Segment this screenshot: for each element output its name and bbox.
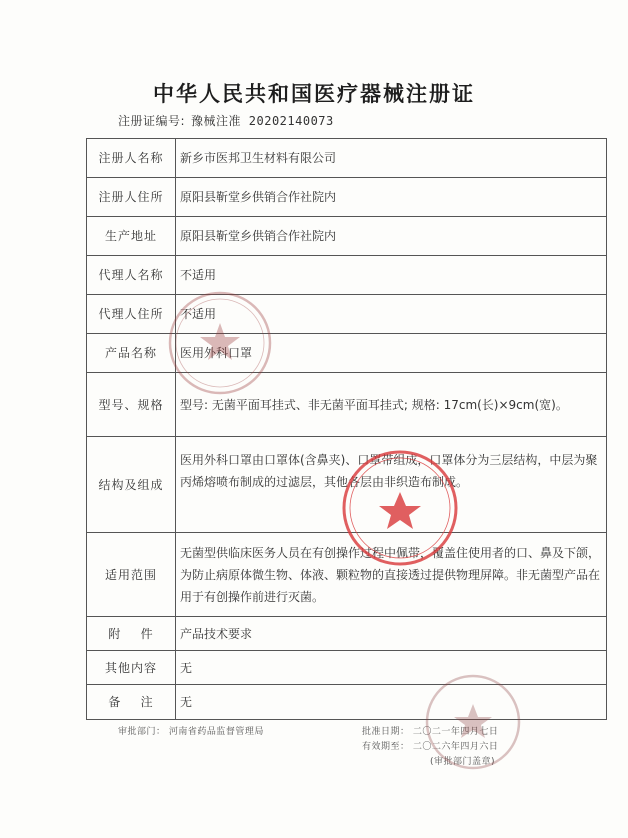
row-value: 原阳县靳堂乡供销合作社院内: [176, 217, 607, 256]
table-row: [87, 256, 607, 295]
certificate-table: [86, 138, 607, 720]
row-label: 注册人名称: [87, 139, 176, 178]
row-label: 产品名称: [87, 334, 176, 373]
table-row: [87, 334, 607, 373]
valid-until-date: 有效期至： 二〇二六年四月六日: [362, 742, 499, 752]
row-value: 不适用: [176, 295, 607, 334]
row-label: 附 件: [87, 617, 176, 651]
registration-number-label: 注册证编号:: [118, 114, 186, 128]
approval-date: 批准日期： 二〇二一年四月七日: [362, 727, 499, 737]
row-label: 型号、规格: [87, 373, 176, 437]
approval-department: 审批部门： 河南省药品监督管理局: [118, 727, 264, 737]
registration-number-value: 豫械注准 20202140073: [191, 114, 334, 128]
row-label: 注册人住所: [87, 178, 176, 217]
table-row: [87, 437, 607, 533]
registration-number: [118, 112, 334, 129]
row-label: 代理人名称: [87, 256, 176, 295]
row-label: 结构及组成: [87, 437, 176, 533]
row-value: 原阳县靳堂乡供销合作社院内: [176, 178, 607, 217]
row-label: 代理人住所: [87, 295, 176, 334]
row-value: 医用外科口罩: [176, 334, 607, 373]
row-value: 无: [176, 651, 607, 685]
row-value: 无菌型供临床医务人员在有创操作过程中佩带，覆盖住使用者的口、鼻及下颌，为防止病原体微生物、体液、颗粒物的直接透过提供物理屏障。非无菌型产品在用于有创操作前进行灭菌。: [176, 533, 607, 617]
row-value: 无: [176, 685, 607, 720]
table-row: [87, 685, 607, 720]
row-label: 适用范围: [87, 533, 176, 617]
table-row: [87, 178, 607, 217]
row-value: 型号: 无菌平面耳挂式、非无菌平面耳挂式; 规格: 17cm(长)×9cm(宽)。: [176, 373, 607, 437]
department-seal-note: (审批部门盖章): [430, 757, 496, 767]
row-value: 医用外科口罩由口罩体(含鼻夹)、口罩带组成，口罩体分为三层结构，中层为聚丙烯熔喷布制成的过滤层，其他各层由非织造布制成。: [176, 437, 607, 533]
table-row: [87, 533, 607, 617]
row-label: 生产地址: [87, 217, 176, 256]
row-label: 其他内容: [87, 651, 176, 685]
row-value: 不适用: [176, 256, 607, 295]
row-value: 产品技术要求: [176, 617, 607, 651]
table-row: [87, 651, 607, 685]
row-label: 备 注: [87, 685, 176, 720]
table-row: [87, 373, 607, 437]
table-row: [87, 617, 607, 651]
certificate-title: 中华人民共和国医疗器械注册证: [153, 81, 475, 106]
table-row: [87, 217, 607, 256]
table-row: [87, 295, 607, 334]
table-row: [87, 139, 607, 178]
row-value: 新乡市医邦卫生材料有限公司: [176, 139, 607, 178]
